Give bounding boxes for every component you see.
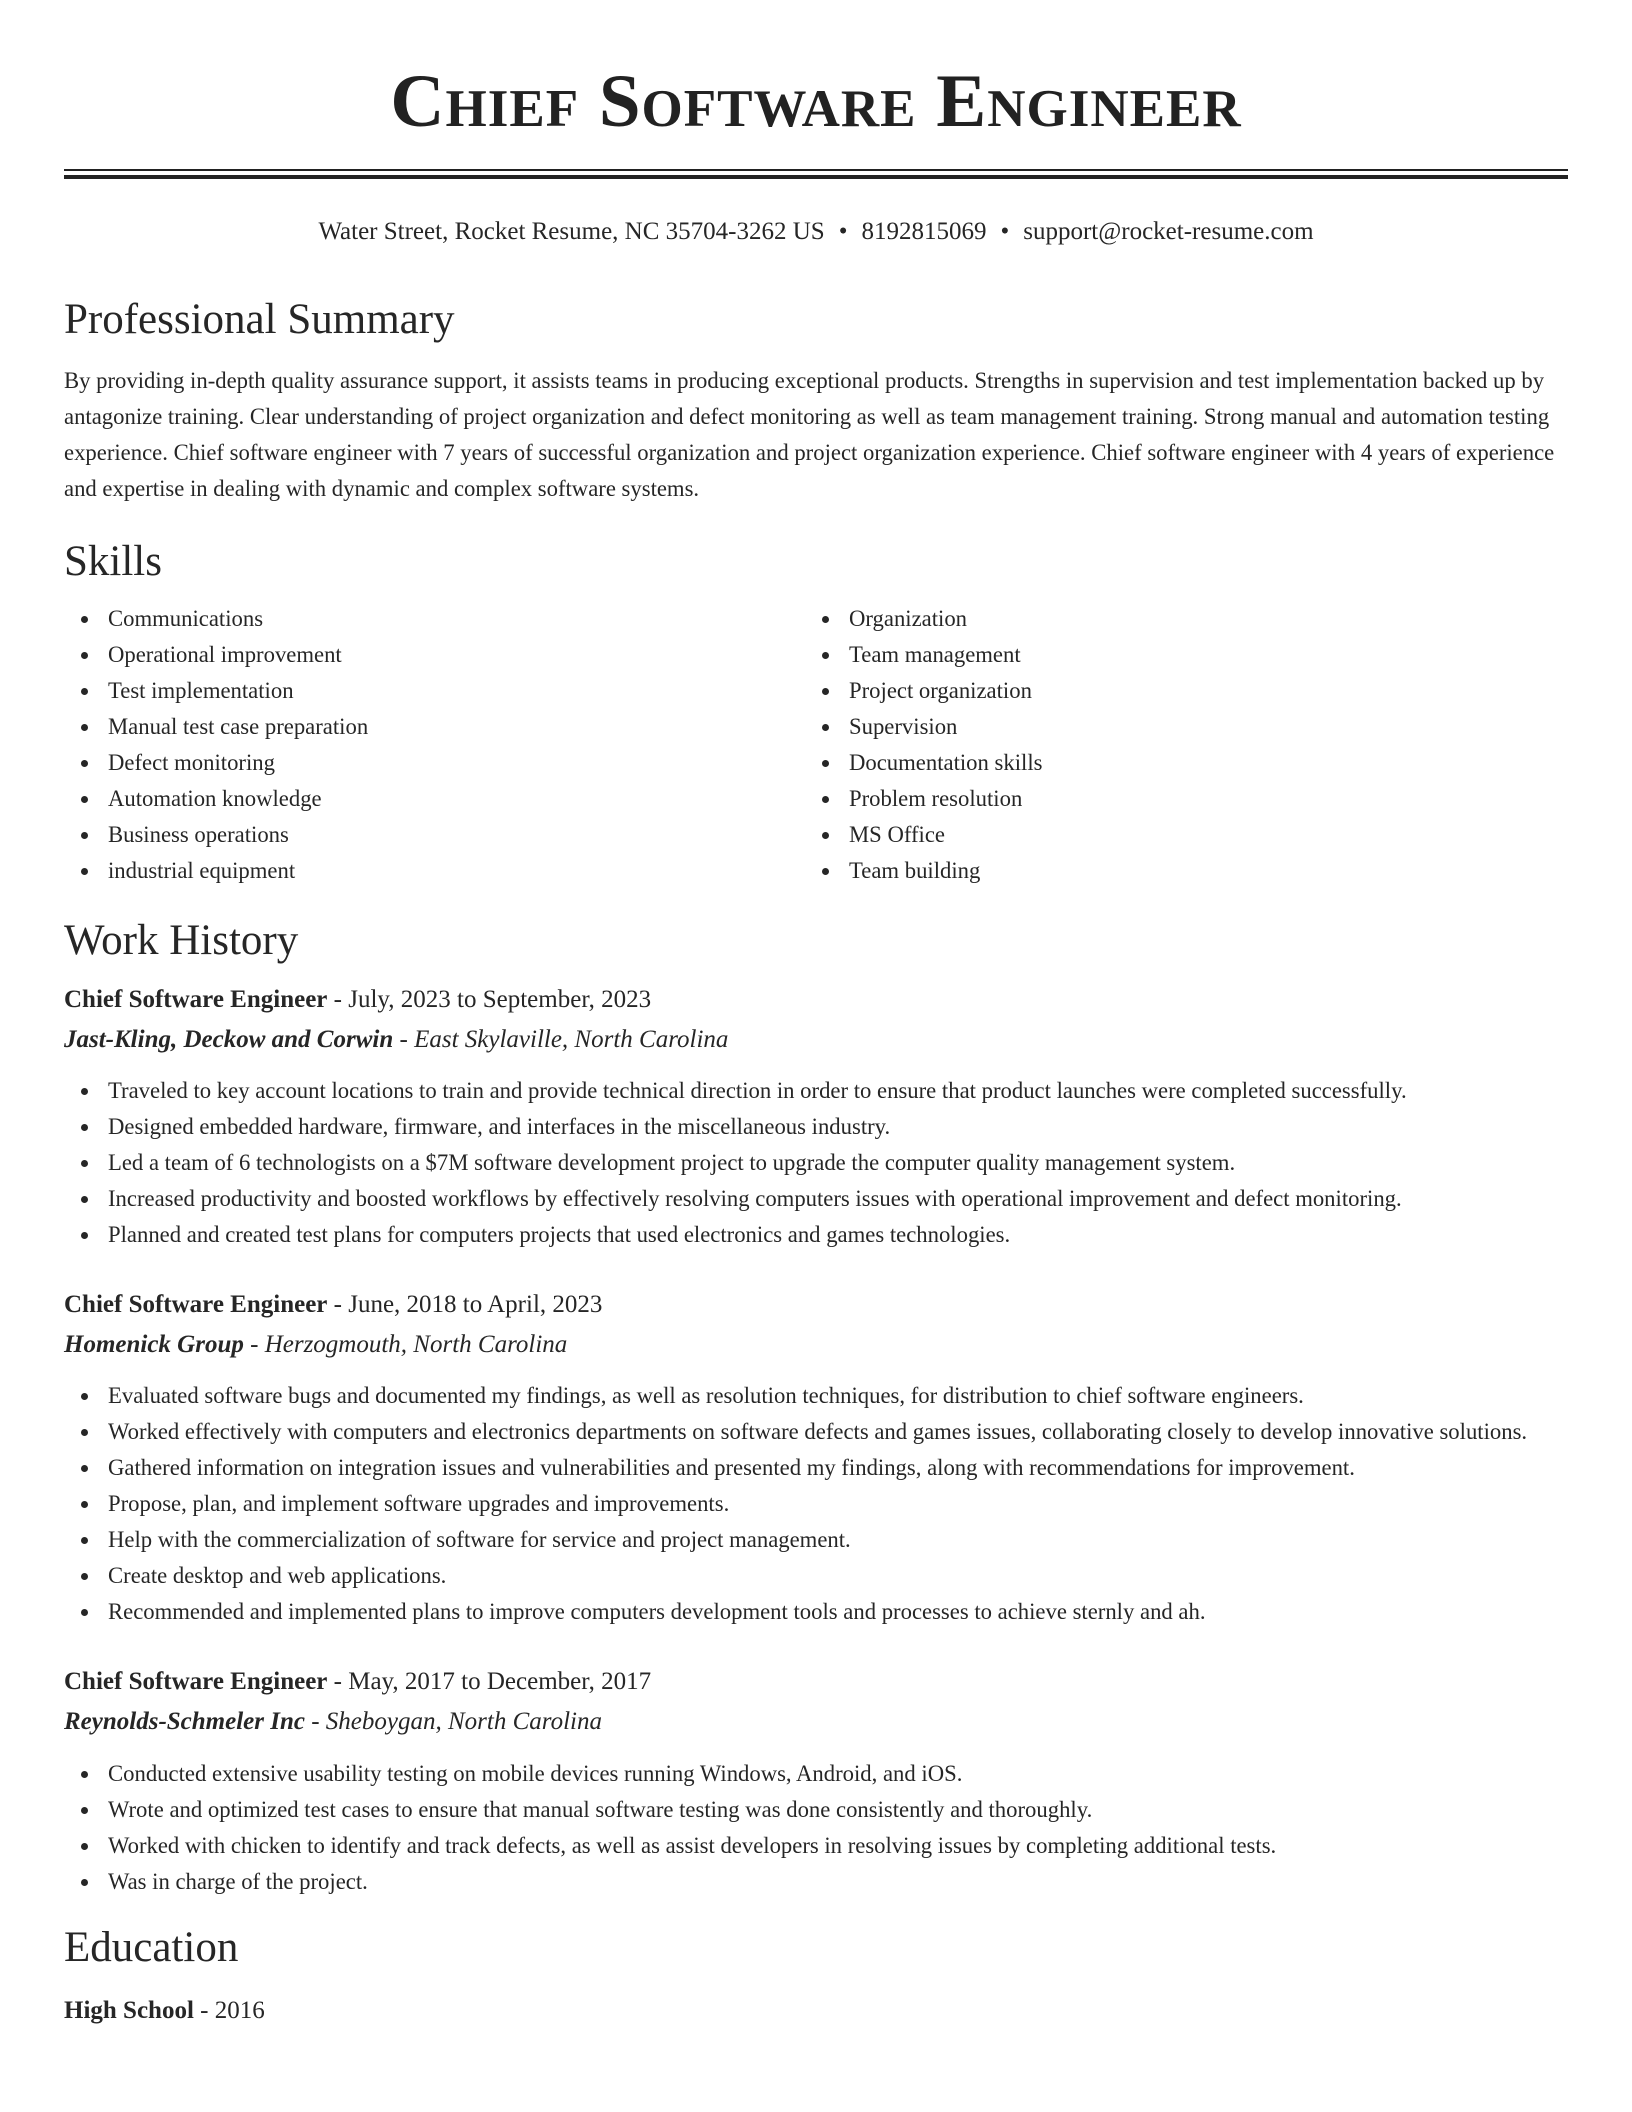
job-bullet: Increased productivity and boosted workflows by effectively resolving computers issues with operational improvement and defect monitoring.: [64, 1181, 1568, 1217]
job-bullet: Wrote and optimized test cases to ensure that manual software testing was done consistently and thoroughly.: [64, 1792, 1568, 1828]
job-location: East Skylaville, North Carolina: [414, 1026, 729, 1053]
dash: -: [250, 1331, 259, 1358]
job-heading: [64, 980, 1568, 1020]
job-bullets: [64, 1073, 1568, 1253]
contact-separator: •: [838, 218, 848, 245]
job-dates: May, 2017 to December, 2017: [348, 1668, 652, 1695]
job-dates: June, 2018 to April, 2023: [348, 1291, 603, 1318]
job-company-line: [64, 1702, 1568, 1742]
job-title: Chief Software Engineer: [64, 1668, 328, 1695]
header-divider: [64, 169, 1568, 179]
contact-separator: •: [1000, 218, 1010, 245]
dash: -: [200, 1997, 209, 2024]
job-bullet: Planned and created test plans for computers projects that used electronics and games technologies.: [64, 1217, 1568, 1253]
job-bullet: Help with the commercialization of software for service and project management.: [64, 1522, 1568, 1558]
contact-address: Water Street, Rocket Resume, NC 35704-3262 US: [318, 218, 825, 245]
education-degree: High School: [64, 1997, 194, 2024]
job-bullets: [64, 1756, 1568, 1900]
skill-item: Automation knowledge: [64, 781, 805, 817]
job-company-line: [64, 1020, 1568, 1060]
job-title: Chief Software Engineer: [64, 1291, 328, 1318]
skill-item: Team building: [805, 853, 1546, 889]
job-title: Chief Software Engineer: [64, 986, 328, 1013]
job-entry: [64, 1285, 1568, 1630]
skill-item: Defect monitoring: [64, 745, 805, 781]
skills-column-right: [805, 601, 1546, 889]
skill-item: Problem resolution: [805, 781, 1546, 817]
skill-item: MS Office: [805, 817, 1546, 853]
job-company: Jast-Kling, Deckow and Corwin: [64, 1026, 394, 1053]
summary-text: By providing in-depth quality assurance support, it assists teams in producing exceptional products. Strengths in supervision and test implementation backed up by antagonize training. Clear understanding of project organization and defect monitoring as well as team management training. Strong manual and automation testing experience. Chief software engineer with 7 years of successful organization and project organization experience. Chief software engineer with 4 years of experience and expertise in dealing with dynamic and complex software systems.: [64, 368, 1555, 501]
job-bullet: Was in charge of the project.: [64, 1864, 1568, 1900]
contact-phone: 8192815069: [861, 218, 987, 245]
job-location: Sheboygan, North Carolina: [325, 1708, 602, 1735]
skill-item: Manual test case preparation: [64, 709, 805, 745]
skill-item: Operational improvement: [64, 637, 805, 673]
job-bullet: Worked with chicken to identify and track defects, as well as assist developers in resolving issues by completing additional tests.: [64, 1828, 1568, 1864]
job-bullet: Worked effectively with computers and electronics departments on software defects and games issues, collaborating closely to develop innovative solutions.: [64, 1414, 1568, 1450]
job-bullet: Conducted extensive usability testing on mobile devices running Windows, Android, and iOS.: [64, 1756, 1568, 1792]
job-company: Homenick Group: [64, 1331, 244, 1358]
job-bullets: [64, 1378, 1568, 1630]
contact-info: [64, 219, 1568, 244]
job-bullet: Evaluated software bugs and documented my findings, as well as resolution techniques, for distribution to chief software engineers.: [64, 1378, 1568, 1414]
job-dates: July, 2023 to September, 2023: [348, 986, 652, 1013]
dash: -: [333, 986, 342, 1013]
job-heading: [64, 1285, 1568, 1325]
dash: -: [333, 1668, 342, 1695]
skills-column-left: [64, 601, 805, 889]
job-entry: [64, 980, 1568, 1253]
skill-item: industrial equipment: [64, 853, 805, 889]
skill-item: Communications: [64, 601, 805, 637]
job-company-line: [64, 1325, 1568, 1365]
job-company: Reynolds-Schmeler Inc: [64, 1708, 305, 1735]
education-entry: [64, 1991, 1568, 2031]
skill-item: Team management: [805, 637, 1546, 673]
dash: -: [333, 1291, 342, 1318]
section-title-education: Education: [64, 1924, 239, 1971]
education-year: 2016: [214, 1997, 265, 2024]
section-title-skills: Skills: [64, 538, 162, 585]
skill-item: Supervision: [805, 709, 1546, 745]
contact-email: support@rocket-resume.com: [1023, 218, 1314, 245]
dash: -: [311, 1708, 320, 1735]
job-location: Herzogmouth, North Carolina: [264, 1331, 568, 1358]
job-bullet: Create desktop and web applications.: [64, 1558, 1568, 1594]
skills-list: [64, 601, 1568, 889]
job-bullet: Led a team of 6 technologists on a $7M software development project to upgrade the computer quality management system.: [64, 1145, 1568, 1181]
job-bullet: Traveled to key account locations to train and provide technical direction in order to ensure that product launches were completed successfully.: [64, 1073, 1568, 1109]
section-title-work-history: Work History: [64, 917, 299, 964]
job-entry: [64, 1662, 1568, 1900]
resume-name: Chief Software Engineer: [390, 60, 1242, 143]
job-bullet: Recommended and implemented plans to improve computers development tools and processes to achieve sternly and ah.: [64, 1594, 1568, 1630]
skill-item: Documentation skills: [805, 745, 1546, 781]
job-bullet: Designed embedded hardware, firmware, and interfaces in the miscellaneous industry.: [64, 1109, 1568, 1145]
job-heading: [64, 1662, 1568, 1702]
skill-item: Test implementation: [64, 673, 805, 709]
job-bullet: Propose, plan, and implement software upgrades and improvements.: [64, 1486, 1568, 1522]
dash: -: [399, 1026, 408, 1053]
job-bullet: Gathered information on integration issues and vulnerabilities and presented my findings, along with recommendations for improvement.: [64, 1450, 1568, 1486]
skill-item: Business operations: [64, 817, 805, 853]
section-title-summary: Professional Summary: [64, 296, 455, 343]
skill-item: Organization: [805, 601, 1546, 637]
skill-item: Project organization: [805, 673, 1546, 709]
